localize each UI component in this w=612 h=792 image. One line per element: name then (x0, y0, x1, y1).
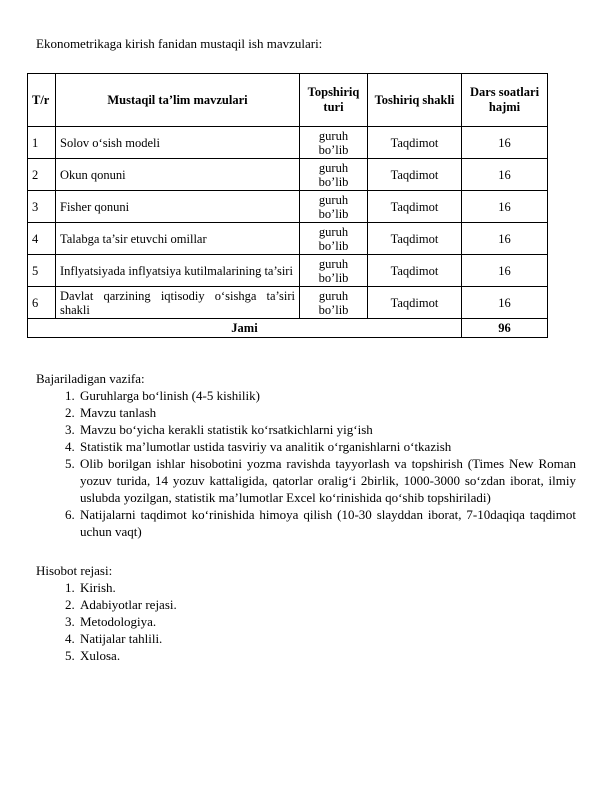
table-row (28, 255, 548, 287)
table-row (28, 223, 548, 255)
row-form: Taqdimot (368, 127, 462, 159)
row-topic: Fisher qonuni (56, 191, 300, 223)
header-hours: Dars soatlari hajmi (462, 74, 548, 127)
row-form: Taqdimot (368, 255, 462, 287)
row-hours: 16 (462, 191, 548, 223)
row-form: Taqdimot (368, 223, 462, 255)
intro-text: Ekonometrikaga kirish fanidan mustaqil ish mavzulari: (36, 36, 323, 51)
row-num: 6 (28, 287, 56, 319)
row-topic: Talabga ta’sir etuvchi omillar (56, 223, 300, 255)
row-topic: Inflyatsiyada inflyatsiya kutilmalarining ta’siri (56, 255, 300, 287)
table-row (28, 287, 548, 319)
row-type: guruh bo’lib (300, 255, 368, 287)
plan-heading: Hisobot rejasi: (36, 563, 113, 578)
header-num: T/r (28, 74, 56, 127)
row-num: 1 (28, 127, 56, 159)
list-item: 6. Natijalarni taqdimot ko‘rinishida himoya qilish (10-30 slayddan iborat, 7-10daqiqa taqdimot uchun vaqt) (78, 506, 576, 540)
row-hours: 16 (462, 287, 548, 319)
plan-list (36, 579, 576, 664)
list-item: 3. Metodologiya. (78, 613, 576, 630)
row-topic: Solov o‘sish modeli (56, 127, 300, 159)
list-item: 2. Mavzu tanlash (78, 404, 576, 421)
table-row (28, 127, 548, 159)
row-type: guruh bo’lib (300, 223, 368, 255)
list-item: 5. Xulosa. (78, 647, 576, 664)
list-item: 2. Adabiyotlar rejasi. (78, 596, 576, 613)
table-header-row (28, 74, 548, 127)
table-row (28, 159, 548, 191)
row-hours: 16 (462, 255, 548, 287)
row-hours: 16 (462, 127, 548, 159)
topics-table (27, 73, 548, 338)
row-type: guruh bo’lib (300, 127, 368, 159)
header-form: Toshiriq shakli (368, 74, 462, 127)
row-type: guruh bo’lib (300, 287, 368, 319)
row-num: 4 (28, 223, 56, 255)
header-type: Topshiriq turi (300, 74, 368, 127)
row-num: 2 (28, 159, 56, 191)
row-form: Taqdimot (368, 159, 462, 191)
row-hours: 16 (462, 159, 548, 191)
list-item: 4. Natijalar tahlili. (78, 630, 576, 647)
row-type: guruh bo’lib (300, 159, 368, 191)
list-item: 5. Olib borilgan ishlar hisobotini yozma ravishda tayyorlash va topshirish (Times New Roman yozuv turida, 14 yozuv kattaligida, qatorlar oralig‘i 2birlik, 1000-3000 so‘zdan iborat, ilmiy uslubda yozilgan, statistik ma’lumotlar Excel ko‘rinishida qo‘shib topshiriladi) (78, 455, 576, 506)
list-item: 4. Statistik ma’lumotlar ustida tasviriy va analitik o‘rganishlarni o‘tkazish (78, 438, 576, 455)
row-type: guruh bo’lib (300, 191, 368, 223)
row-num: 3 (28, 191, 56, 223)
table-row (28, 191, 548, 223)
tasks-heading: Bajariladigan vazifa: (36, 371, 145, 386)
row-hours: 16 (462, 223, 548, 255)
header-topic: Mustaqil ta’lim mavzulari (56, 74, 300, 127)
list-item: 1. Kirish. (78, 579, 576, 596)
table-total-row (28, 319, 548, 338)
total-label: Jami (28, 319, 462, 338)
row-form: Taqdimot (368, 191, 462, 223)
tasks-section (36, 370, 576, 540)
total-value: 96 (462, 319, 548, 338)
row-form: Taqdimot (368, 287, 462, 319)
list-item: 1. Guruhlarga bo‘linish (4-5 kishilik) (78, 387, 576, 404)
tasks-list (36, 387, 576, 540)
row-topic: Davlat qarzining iqtisodiy o‘sishga ta’siri shakli (56, 287, 300, 319)
row-topic: Okun qonuni (56, 159, 300, 191)
plan-section (36, 562, 576, 664)
row-num: 5 (28, 255, 56, 287)
list-item: 3. Mavzu bo‘yicha kerakli statistik ko‘rsatkichlarni yig‘ish (78, 421, 576, 438)
